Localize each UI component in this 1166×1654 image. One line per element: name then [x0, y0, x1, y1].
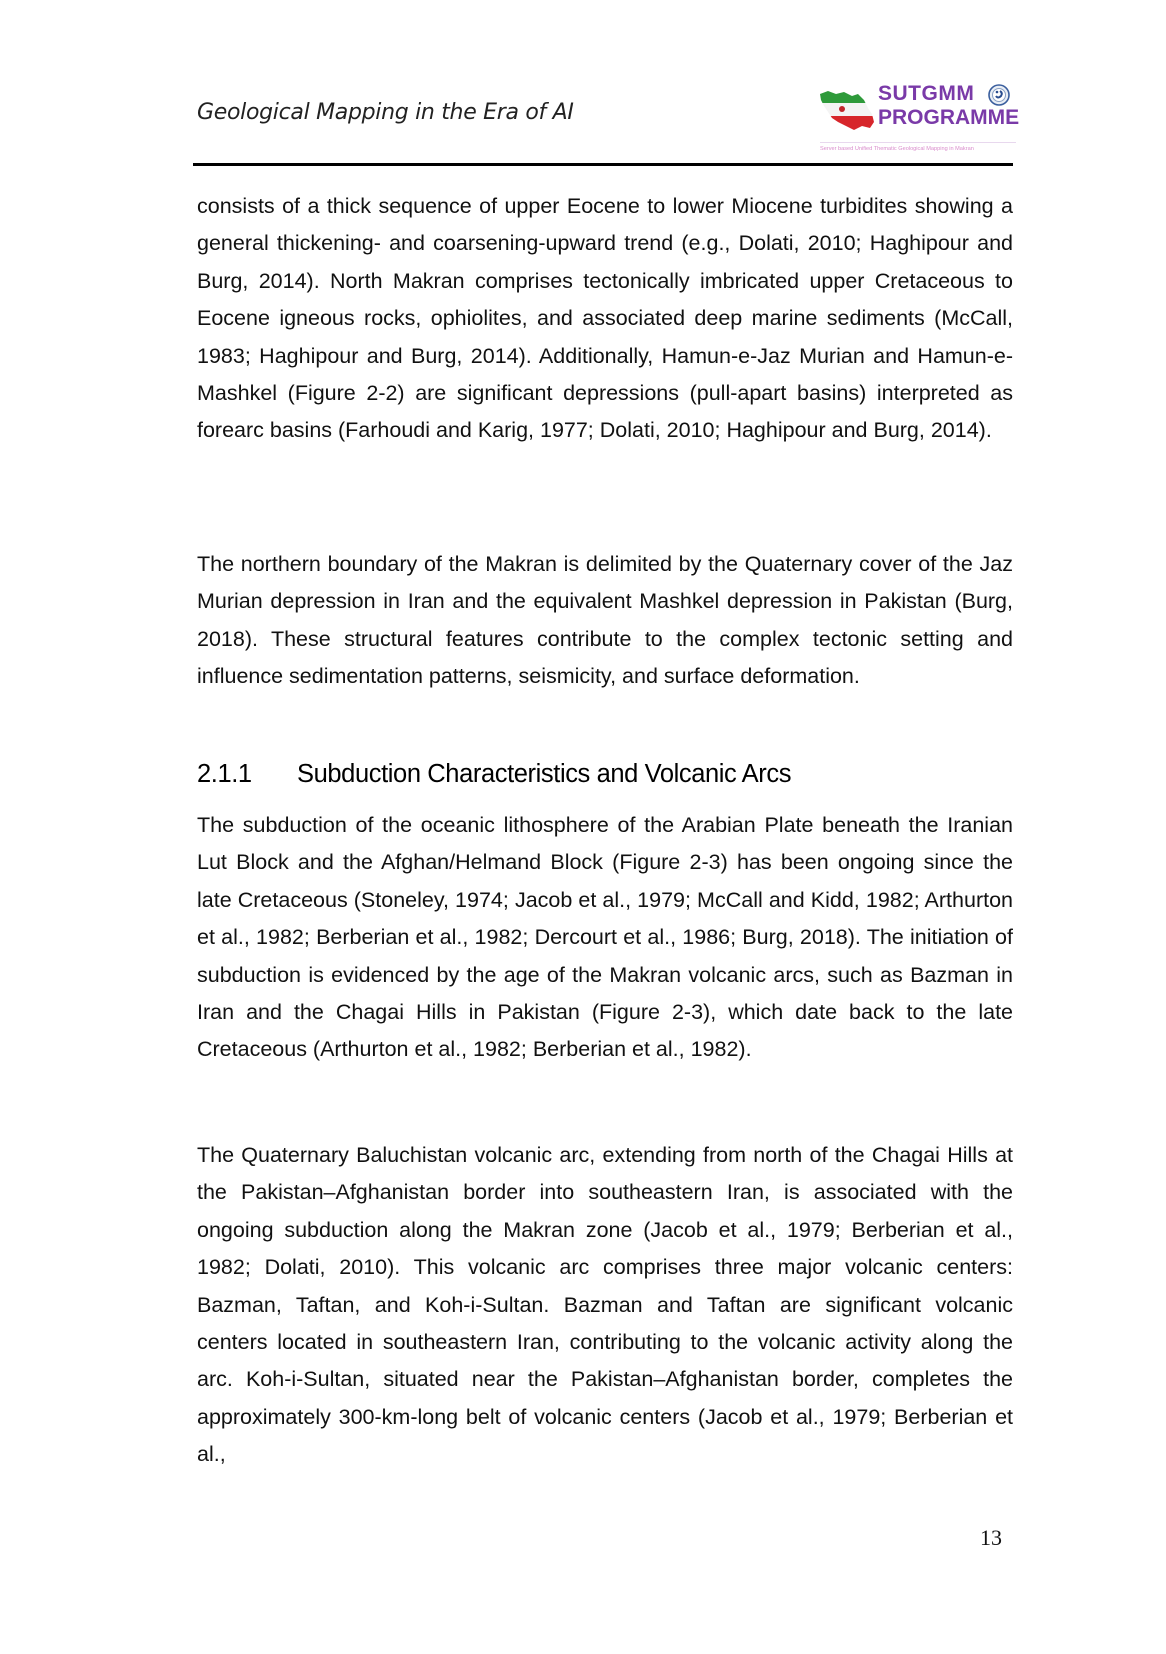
section-heading [197, 760, 1013, 789]
body-paragraph: consists of a thick sequence of upper Eocene to lower Miocene turbidites showing a general thickening- and coarsening-upward trend (e.g., Dolati, 2010; Haghipour and Burg, 2014). North Makran comprises tectonically imbricated upper Cretaceous to Eocene igneous rocks, ophiolites, and associated deep marine sediments (McCall, 1983; Haghipour and Burg, 2014). Additionally, Hamun-e-Jaz Murian and Hamun-e-Mashkel (Figure 2-2) are significant depressions (pull-apart basins) interpreted as forearc basins (Farhoudi and Karig, 1977; Dolati, 2010; Haghipour and Burg, 2014). [197, 194, 1013, 443]
section-number: 2.1.1 [197, 760, 252, 788]
body-paragraph: The Quaternary Baluchistan volcanic arc, extending from north of the Chagai Hills at the Pakistan–Afghanistan border into southeastern Iran, is associated with the ongoing subduction along the Makran zone (Jacob et al., 1979; Berberian et al., 1982; Dolati, 2010). This volcanic arc comprises three major volcanic centers: Bazman, Taftan, and Koh-i-Sultan. Bazman and Taftan are significant volcanic centers located in southeastern Iran, contributing to the volcanic activity along the arc. Koh-i-Sultan, situated near the Pakistan–Afghanistan border, completes the approximately 300-km-long belt of volcanic centers (Jacob et al., 1979; Berberian et al., [197, 1143, 1013, 1467]
header-divider [193, 163, 1013, 166]
body-paragraph: The subduction of the oceanic lithosphere of the Arabian Plate beneath the Iranian Lut Block and the Afghan/Helmand Block (Figure 2-3) has been ongoing since the late Cretaceous (Stoneley, 1974; Jacob et al., 1979; McCall and Kidd, 1982; Arthurton et al., 1982; Berberian et al., 1982; Dercourt et al., 1986; Burg, 2018). The initiation of subduction is evidenced by the age of the Makran volcanic arcs, such as Bazman in Iran and the Chagai Hills in Pakistan (Figure 2-3), which date back to the late Cretaceous (Arthurton et al., 1982; Berberian et al., 1982). [197, 813, 1013, 1062]
emblem-icon [988, 84, 1010, 106]
running-header-title: Geological Mapping in the Era of AI [197, 100, 574, 125]
logo-text-programme: PROGRAMME [878, 106, 1020, 129]
body-paragraph: The northern boundary of the Makran is delimited by the Quaternary cover of the Jaz Murian depression in Iran and the equivalent Mashkel depression in Pakistan (Burg, 2018). These structural features contribute to the complex tectonic setting and influence sedimentation patterns, seismicity, and surface deformation. [197, 552, 1013, 689]
iran-flag-map-icon [818, 88, 876, 132]
logo-text-sutgmm: SUTGMM [878, 82, 975, 105]
sutgmm-programme-logo [818, 80, 1020, 160]
page-number: 13 [980, 1525, 1002, 1550]
logo-subtitle: Server based Unified Thematic Geological Mapping in Makran [820, 142, 1016, 152]
section-title: Subduction Characteristics and Volcanic Arcs [297, 760, 792, 788]
